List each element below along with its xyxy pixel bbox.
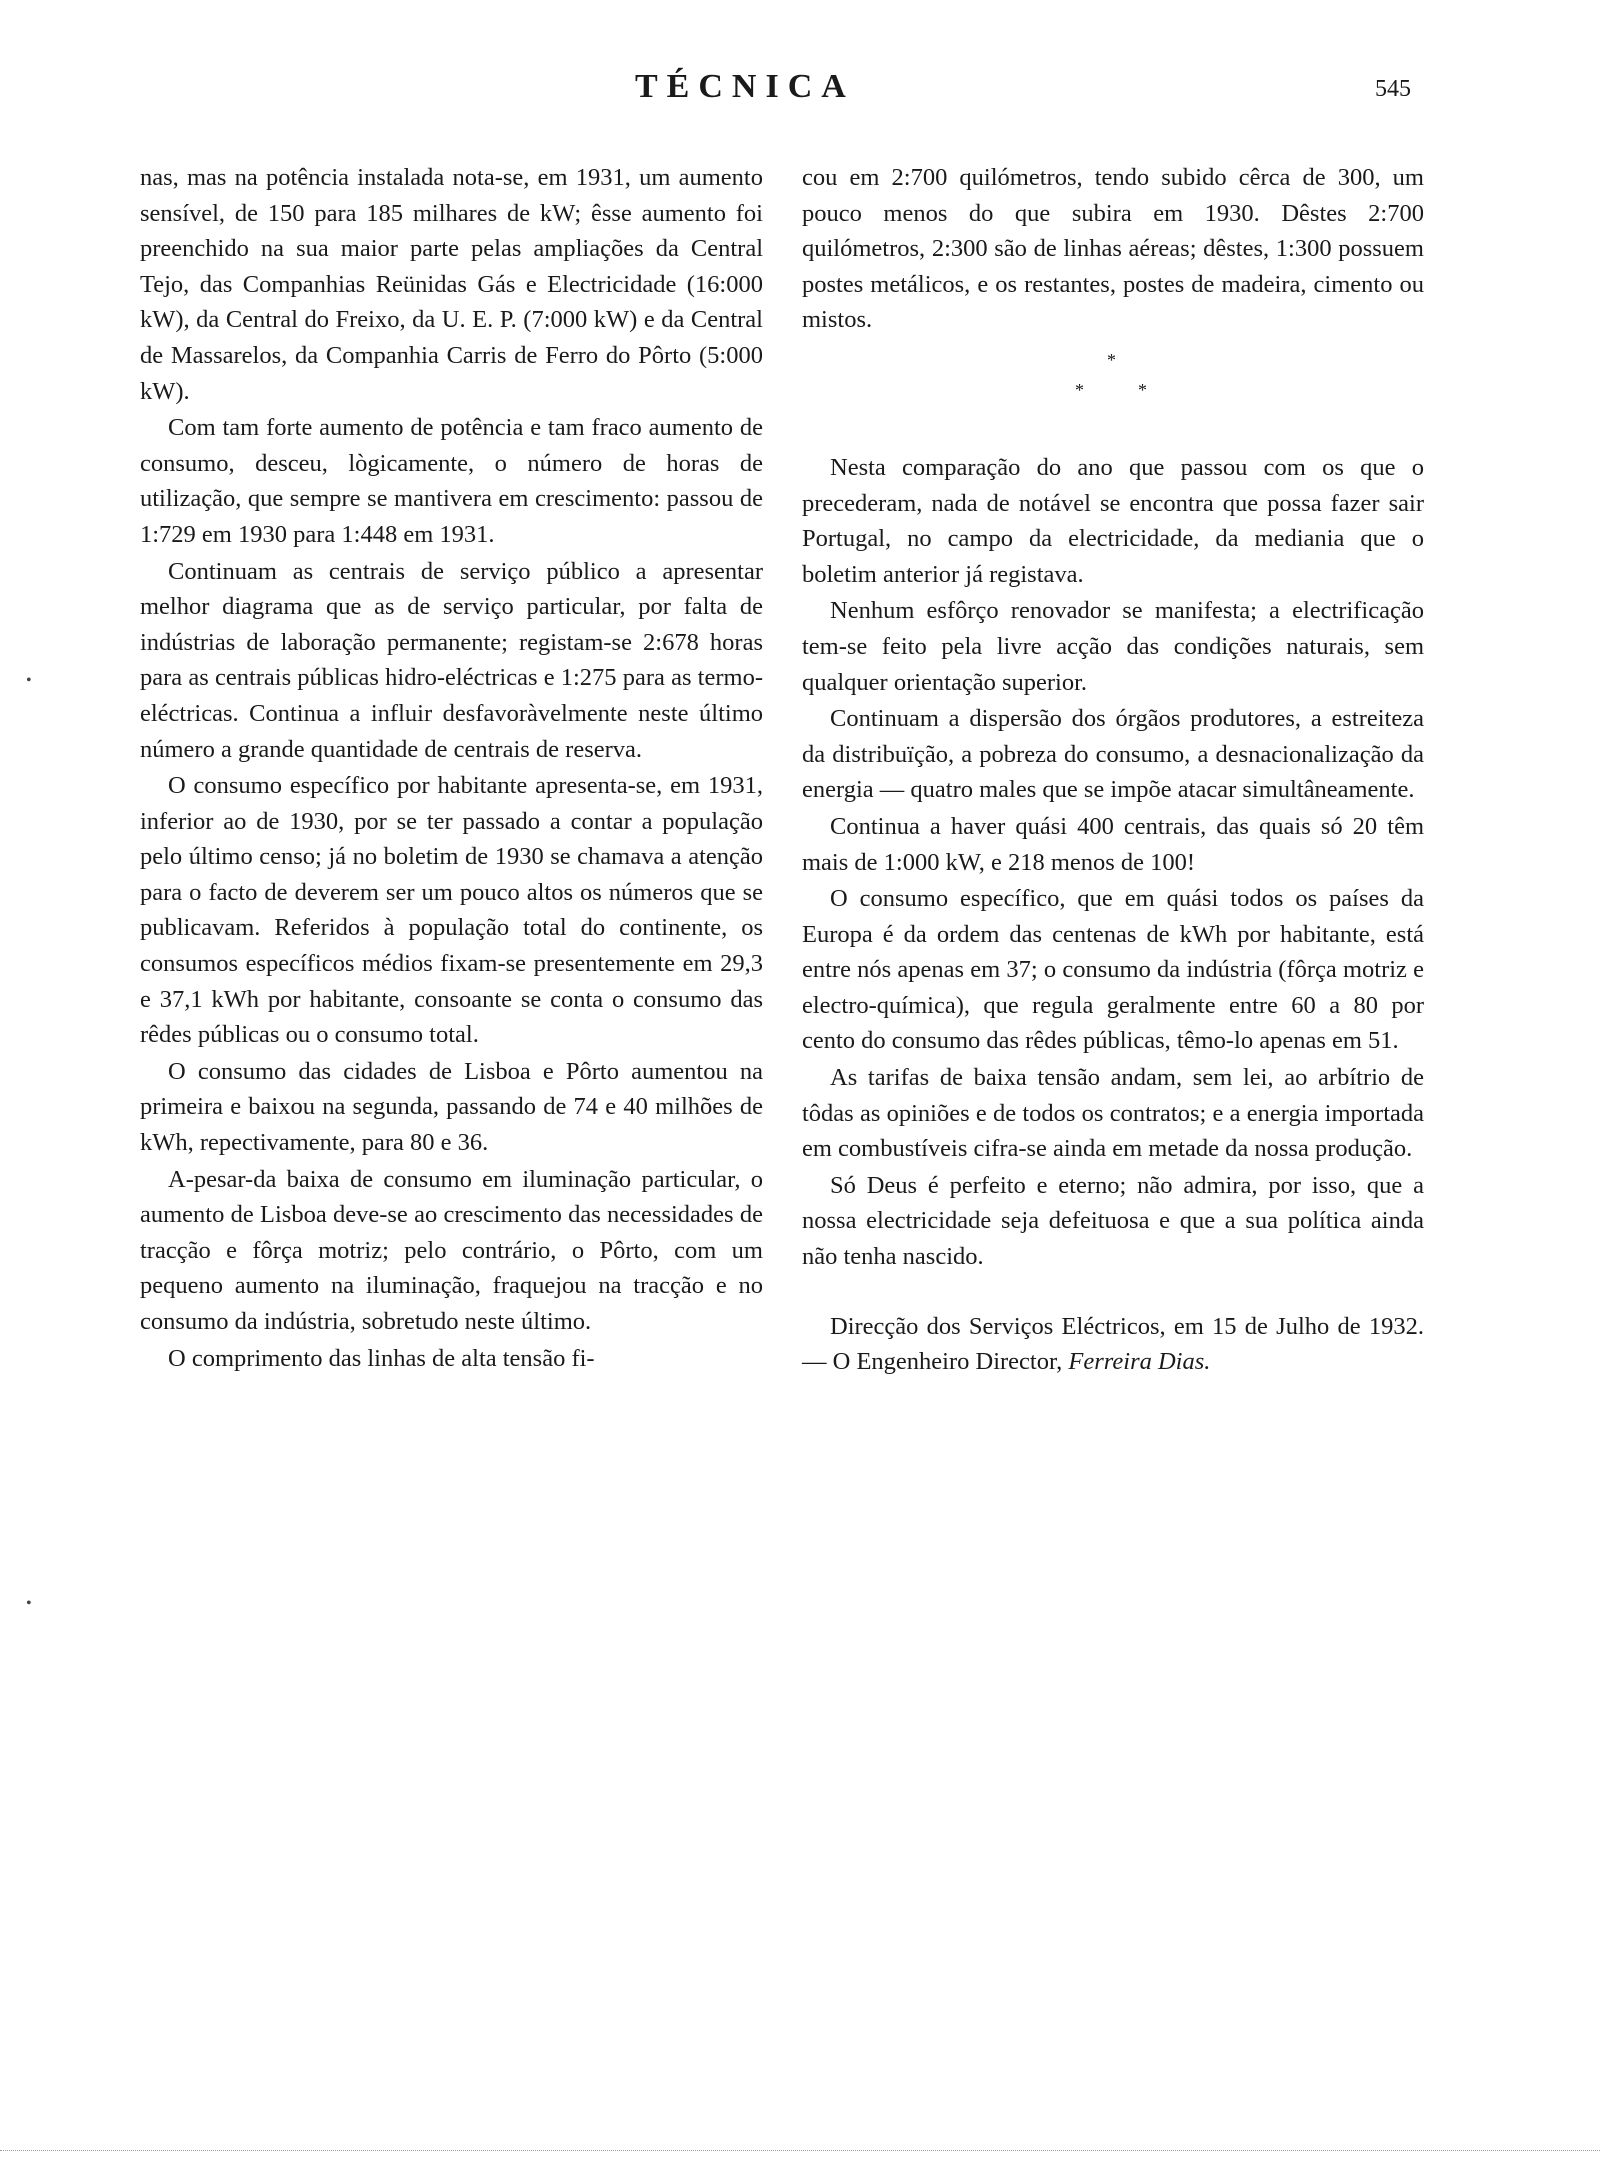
- paragraph: Continuam a dispersão dos órgãos produtores, a estreiteza da distribuïção, a pobreza do consumo, a desnacionalização da energia — quatro males que se impõe atacar simultâneamente.: [802, 705, 1424, 804]
- closing-text: Direcção dos Serviços Eléctricos, em 15 de Julho de 1932. — O Engenheiro Director,: [802, 1312, 1424, 1376]
- paragraph: cou em 2:700 quilómetros, tendo subido cêrca de 300, um pouco menos do que subira em 1930. Dêstes 2:700 quilómetros, 2:300 são de linhas aéreas; dêstes, 1:300 possuem postes metálicos, e os restantes, postes de madeira, cimento ou mistos.: [802, 164, 1424, 334]
- asterisk: *: [1075, 379, 1084, 400]
- page-edge: [0, 2150, 1600, 2152]
- paragraph: nas, mas na potência instalada nota-se, em 1931, um aumento sensível, de 150 para 185 milhares de kW; êsse aumento foi preenchido na sua maior parte pelas ampliações da Central Tejo, das Companhias Reünidas Gás e Electricidade (16:000 kW), da Central do Freixo, da U. E. P. (7:000 kW) e da Central de Massarelos, da Companhia Carris de Ferro do Pôrto (5:000 kW).: [140, 164, 763, 405]
- asterisk: *: [1138, 379, 1147, 400]
- paragraph: As tarifas de baixa tensão andam, sem lei, ao arbítrio de tôdas as opiniões e de todos os contratos; e a energia importada em combustíveis cifra-se ainda em metade da nossa produção.: [802, 1064, 1424, 1163]
- paragraph: Continua a haver quási 400 centrais, das quais só 20 têm mais de 1:000 kW, e 218 menos de 100!: [802, 812, 1424, 876]
- page-header: [0, 68, 1600, 112]
- right-column: [802, 160, 1424, 1381]
- paragraph: O consumo específico por habitante apresenta-se, em 1931, inferior ao de 1930, por se ter passado a contar a população pelo último censo; já no boletim de 1930 se chamava a atenção para o facto de deverem ser um pouco altos os números que se publicavam. Referidos à população total do continente, os consumos específicos médios fixam-se presentemente em 29,3 e 37,1 kWh por habitante, consoante se conta o consumo das rêdes públicas ou o consumo total.: [140, 772, 763, 1049]
- asterisk: *: [1107, 349, 1116, 370]
- page-number: 545: [1375, 76, 1411, 102]
- paragraph: Só Deus é perfeito e eterno; não admira, por isso, que a nossa electricidade seja defeituosa e que a sua política ainda não tenha nascido.: [802, 1171, 1424, 1271]
- closing-line: [802, 1309, 1424, 1380]
- section-break: [802, 342, 1424, 438]
- running-title: TÉCNICA: [635, 68, 855, 105]
- paragraph: O comprimento das linhas de alta tensão fi-: [168, 1344, 595, 1372]
- paragraph: O consumo das cidades de Lisboa e Pôrto aumentou na primeira e baixou na segunda, passando de 74 e 40 milhões de kWh, repectivamente, para 80 e 36.: [140, 1057, 763, 1157]
- paragraph: A-pesar-da baixa de consumo em iluminação particular, o aumento de Lisboa deve-se ao crescimento das necessidades de tracção e fôrça motriz; pelo contrário, o Pôrto, com um pequeno aumento na iluminação, fraquejou na tracção e no consumo da indústria, sobretudo neste último.: [140, 1165, 763, 1335]
- paragraph: Continuam as centrais de serviço público a apresentar melhor diagrama que as de serviço particular, por falta de indústrias de laboração permanente; registam-se 2:678 horas para as centrais públicas hidro-eléctricas e 1:275 para as termo-eléctricas. Continua a influir desfavoràvelmente neste último número a grande quantidade de centrais de reserva.: [140, 557, 763, 763]
- left-column: [140, 160, 763, 1377]
- paragraph: Nenhum esfôrço renovador se manifesta; a electrificação tem-se feito pela livre acção das condições naturais, sem qualquer orientação superior.: [802, 597, 1424, 696]
- paragraph: Nesta comparação do ano que passou com os que o precederam, nada de notável se encontra que possa fazer sair Portugal, no campo da electricidade, da mediania que o boletim anterior já registava.: [802, 453, 1424, 588]
- margin-mark: •: [26, 1595, 32, 1612]
- paragraph: O consumo específico, que em quási todos os países da Europa é da ordem das centenas de kWh por habitante, está entre nós apenas em 37; o consumo da indústria (fôrça motriz e electro-química), que regula geralmente entre 60 a 80 por cento do consumo das rêdes públicas, têmo-lo apenas em 51.: [802, 885, 1424, 1055]
- paragraph: Com tam forte aumento de potência e tam fraco aumento de consumo, desceu, lògicamente, o número de horas de utilização, que sempre se mantivera em crescimento: passou de 1:729 em 1930 para 1:448 em 1931.: [140, 414, 763, 548]
- signature: Ferreira Dias.: [1068, 1348, 1211, 1376]
- margin-mark: •: [26, 672, 32, 689]
